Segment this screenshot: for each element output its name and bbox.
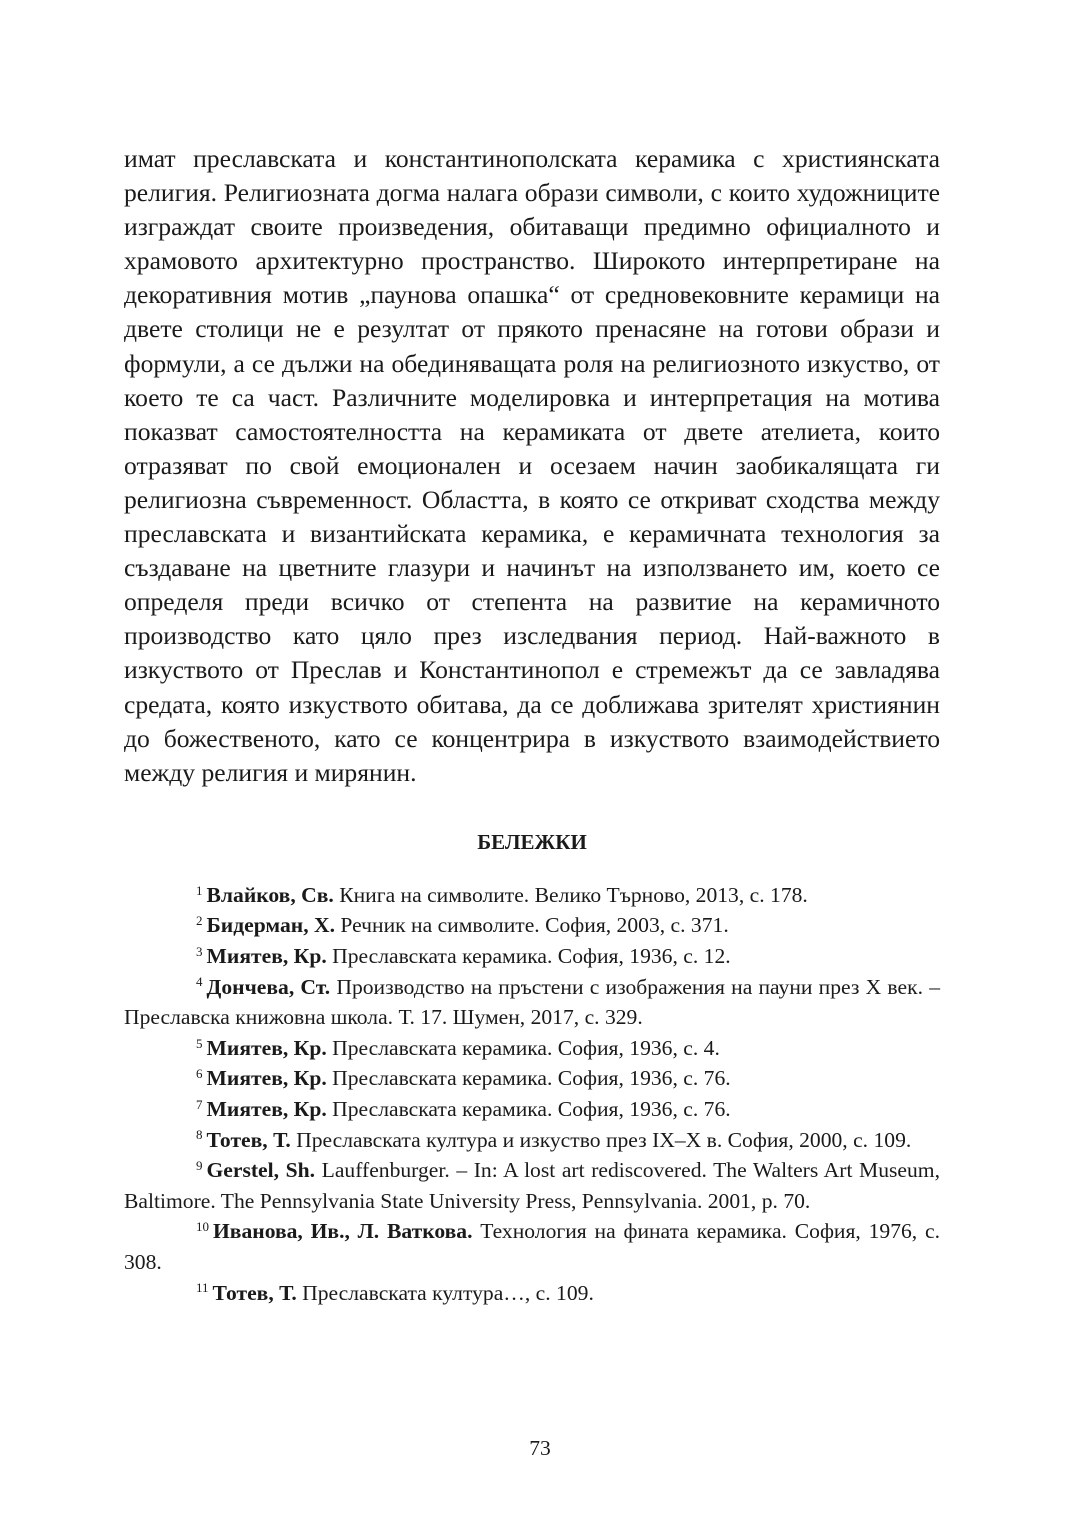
note-author: Миятев, Кр. [206, 1066, 327, 1091]
page-number: 73 [529, 1436, 551, 1460]
note-number: 1 [196, 882, 203, 898]
note-number: 3 [196, 943, 203, 959]
note-item [124, 1216, 940, 1277]
note-author: Влайков, Св. [206, 882, 334, 907]
note-number: 10 [196, 1219, 209, 1235]
note-text: Производство на пръстени с изображения на пауни през Х век. – Преславска книжовна школа. Т. 17. Шумен, 2017, с. 329. [124, 974, 940, 1030]
note-text: Преславската култура и изкуство през ІХ–Х в. София, 2000, с. 109. [290, 1127, 912, 1152]
note-author: Бидерман, Х. [206, 913, 335, 938]
note-number: 8 [196, 1127, 203, 1143]
note-author: Дончева, Ст. [206, 974, 331, 999]
note-number: 9 [196, 1157, 203, 1173]
notes-list [124, 880, 940, 1308]
note-author: Gerstel, Sh. [206, 1158, 316, 1183]
note-text: Преславската култура…, с. 109. [296, 1280, 594, 1305]
note-number: 2 [196, 913, 203, 929]
note-author: Миятев, Кр. [206, 1096, 327, 1121]
note-item [124, 910, 940, 941]
note-text: Lauffenburger. – In: A lost art rediscovered. The Walters Art Museum, Baltimore. The Pennsylvania State University Press, Pennsylvania. 2001, p. 70. [124, 1158, 941, 1213]
note-number: 4 [196, 974, 203, 990]
note-text: Книга на символите. Велико Търново, 2013, с. 178. [333, 882, 808, 907]
note-item [124, 1278, 940, 1309]
note-number: 11 [196, 1280, 209, 1296]
note-text: Преславската керамика. София, 1936, с. 76. [326, 1066, 731, 1091]
note-text: Преславската керамика. София, 1936, с. 4. [326, 1035, 720, 1060]
note-item [124, 1033, 940, 1064]
note-text: Преславската керамика. София, 1936, с. 12. [326, 943, 731, 968]
notes-heading: БЕЛЕЖКИ [477, 829, 587, 854]
note-item [124, 1125, 940, 1156]
note-item [124, 941, 940, 972]
note-number: 7 [196, 1096, 203, 1112]
note-text: Речник на символите. София, 2003, с. 371. [335, 913, 729, 938]
note-item [124, 1094, 940, 1125]
note-item [124, 972, 940, 1033]
page-content [124, 142, 940, 1308]
note-author: Иванова, Ив., Л. Ваткова. [213, 1219, 473, 1244]
body-paragraph: имат преславската и константинополската керамика с християнската религия. Религиозната догма налага образи символи, с които художниците изграждат своите произведения, обитаващи предимно официалното и храмовото архитектурно пространство. Широкото интерпретиране на декоративния мотив „паунова опашка“ от средновековните керамици на двете столици не е резултат от прякото пренасяне на готови образи и формули, а се дължи на обединяващата роля на религиозното изкуство, от което те са част. Различните моделировка и интерпретация на мотива показват самостоятелността на керамиката от двете ателиета, които отразяват по свой емоционален и осезаем начин заобикалящата ги религиозна съвременност. Областта, в която се откриват сходства между преславската и византийската керамика, е керамичната технология за създаване на цветните глазури и начинът на използването им, което се определя преди всичко от степента на развитие на керамичното производство като цяло през изследвания период. Най-важното в изкуството от Преслав и Константинопол е стремежът да се завладява средата, която изкуството обитава, да се доближава зрителят християнин до божественото, като се концентрира в изкуството взаимодействието между религия и мирянин. [124, 144, 940, 787]
note-number: 6 [196, 1066, 203, 1082]
note-text: Технология на фината керамика. София, 1976, с. 308. [124, 1219, 940, 1274]
note-item [124, 1155, 940, 1216]
note-author: Миятев, Кр. [206, 943, 327, 968]
note-author: Тотев, Т. [212, 1280, 297, 1305]
note-text: Преславската керамика. София, 1936, с. 76. [326, 1096, 731, 1121]
note-number: 5 [196, 1035, 203, 1051]
note-item [124, 880, 940, 911]
note-author: Миятев, Кр. [206, 1035, 327, 1060]
note-item [124, 1063, 940, 1094]
note-author: Тотев, Т. [206, 1127, 291, 1152]
